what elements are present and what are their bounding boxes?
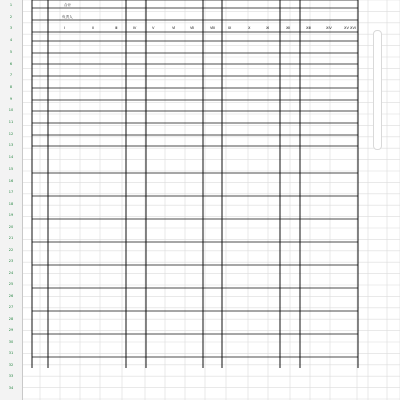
header-cell[interactable]: Ⅱ — [92, 26, 94, 30]
vertical-scrollbar[interactable] — [373, 30, 382, 150]
row-number[interactable]: 33 — [8, 374, 14, 378]
row-number[interactable]: 31 — [8, 351, 14, 355]
header-cell[interactable]: Ⅴ — [152, 26, 155, 30]
row-number[interactable]: 3 — [9, 26, 13, 31]
row-number[interactable]: 2 — [9, 14, 13, 19]
row-number[interactable]: 12 — [8, 131, 14, 136]
row-number[interactable]: 7 — [9, 73, 13, 78]
row-number[interactable]: 18 — [8, 201, 14, 206]
row-number[interactable]: 24 — [8, 270, 14, 275]
row-number[interactable]: 8 — [9, 84, 13, 89]
row-number[interactable]: 20 — [8, 224, 14, 229]
row-number[interactable]: 10 — [8, 108, 14, 113]
header-cell[interactable]: Ⅲ — [115, 26, 118, 30]
row-number[interactable]: 30 — [8, 339, 14, 344]
row-number[interactable]: 32 — [8, 362, 14, 367]
header-cell[interactable]: Ⅰ — [64, 26, 66, 30]
row-number[interactable]: 21 — [8, 236, 14, 240]
header-cell[interactable]: ⅩⅥ — [350, 26, 356, 30]
row-number[interactable]: 9 — [9, 96, 13, 101]
row-number[interactable]: 11 — [8, 120, 14, 124]
header-cell[interactable]: Ⅵ — [172, 26, 176, 30]
row-header-column — [0, 0, 23, 400]
row-number[interactable]: 25 — [8, 282, 14, 286]
row-number[interactable]: 14 — [8, 155, 14, 160]
row-number[interactable]: 27 — [8, 305, 14, 309]
header-cell[interactable]: Ⅻ — [286, 26, 291, 30]
header-cell[interactable]: Ⅶ — [190, 26, 195, 30]
row-number[interactable]: 17 — [8, 190, 14, 194]
row-number[interactable]: 23 — [8, 259, 14, 263]
row-number[interactable]: 1 — [9, 3, 13, 7]
header-cell[interactable]: Ⅹ — [248, 26, 251, 30]
title-cell[interactable]: 合计 — [64, 3, 72, 7]
label-cell[interactable]: 负责人 — [62, 15, 73, 19]
row-number[interactable]: 34 — [8, 385, 14, 390]
row-number[interactable]: 4 — [9, 38, 13, 43]
row-number[interactable]: 26 — [8, 293, 14, 298]
header-cell[interactable]: ⅩⅣ — [326, 26, 332, 30]
header-cell[interactable]: ⅩⅢ — [306, 26, 311, 30]
header-cell[interactable]: Ⅷ — [210, 26, 215, 30]
header-cell[interactable]: Ⅸ — [228, 26, 232, 30]
row-number[interactable]: 16 — [8, 178, 14, 183]
row-number[interactable]: 22 — [8, 247, 14, 252]
row-number[interactable]: 28 — [8, 316, 14, 321]
row-number[interactable]: 19 — [8, 213, 14, 217]
header-cell[interactable]: ⅩⅤ — [344, 26, 349, 30]
row-number[interactable]: 5 — [9, 49, 13, 54]
row-number[interactable]: 13 — [8, 143, 14, 148]
row-number[interactable]: 29 — [8, 328, 14, 332]
row-number[interactable]: 6 — [9, 61, 13, 66]
header-cell[interactable]: Ⅳ — [133, 26, 137, 30]
header-cell[interactable]: Ⅺ — [266, 26, 270, 30]
row-number[interactable]: 15 — [8, 167, 14, 171]
